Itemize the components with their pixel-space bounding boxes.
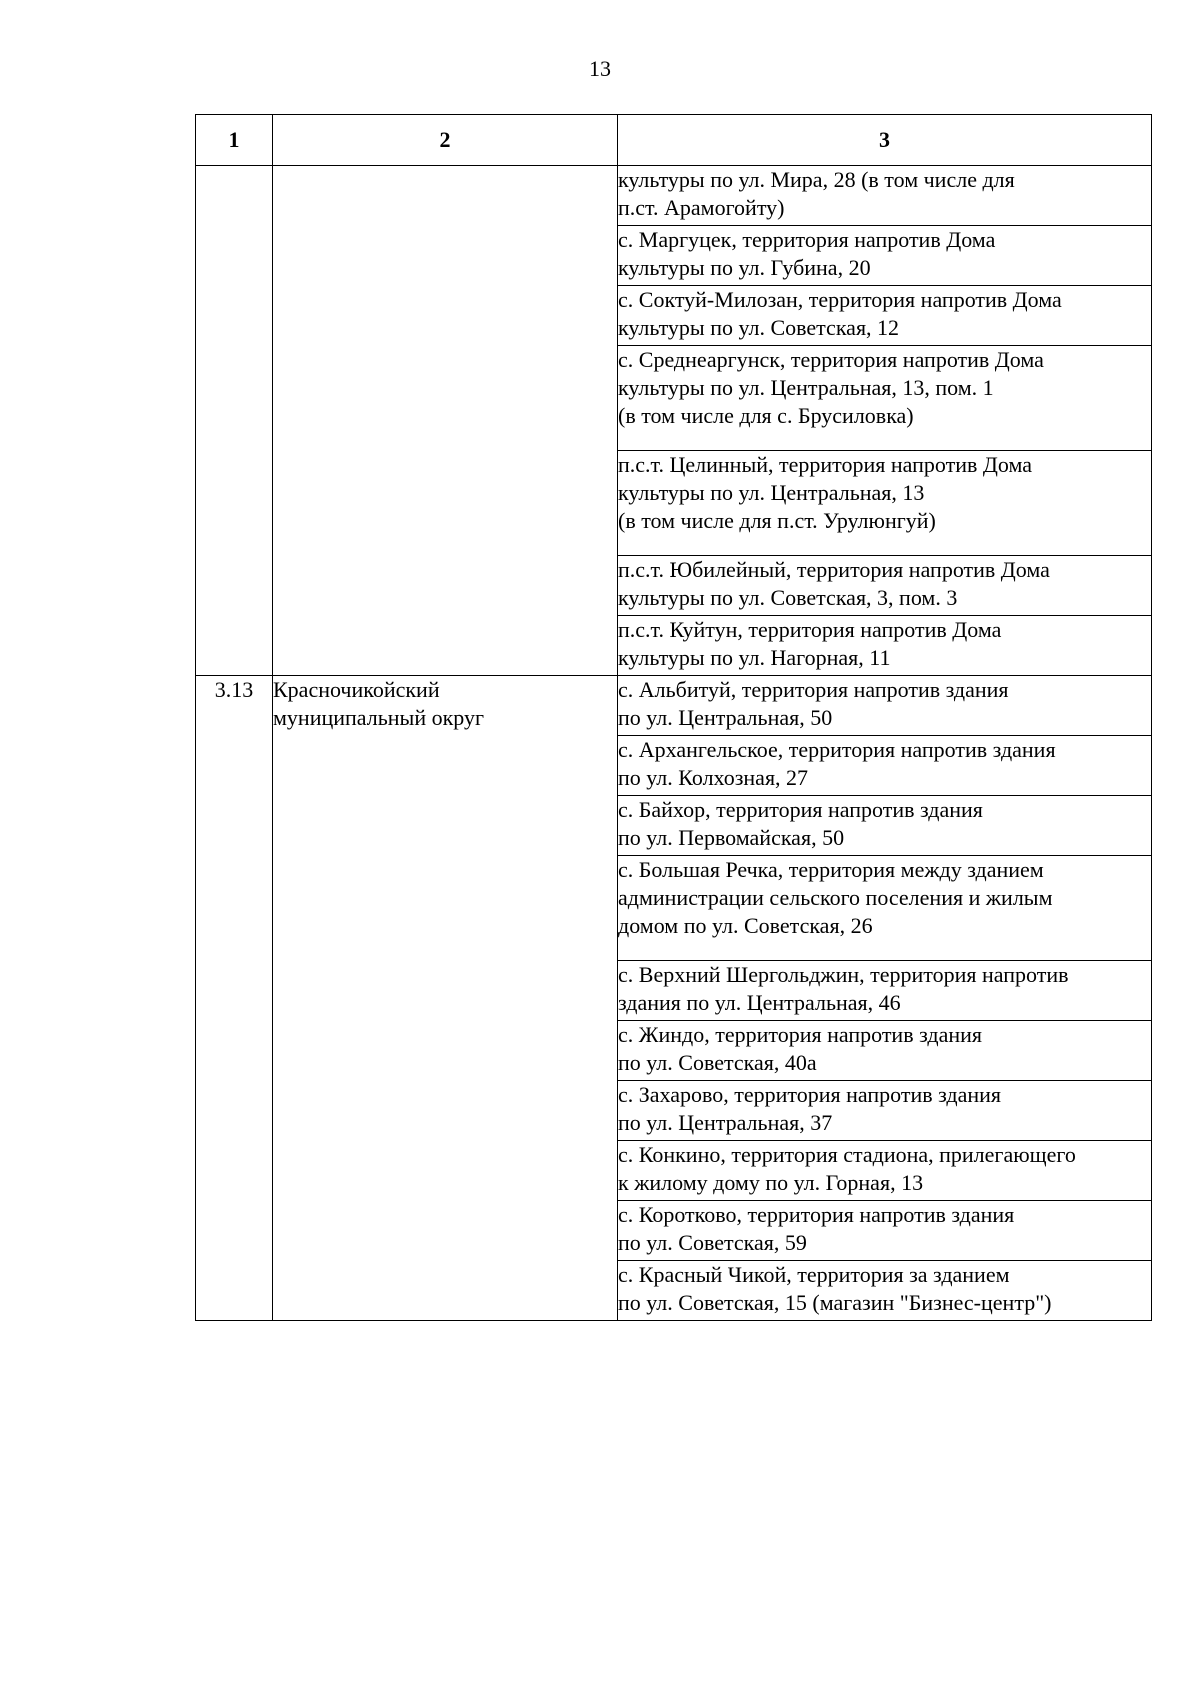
table-row: [196, 166, 1152, 226]
address-text: с. Среднеаргунск, территория напротив Дома культуры по ул. Центральная, 13, пом. 1 (в том числе для с. Брусиловка): [618, 347, 1044, 428]
address-text: п.с.т. Юбилейный, территория напротив Дома культуры по ул. Советская, 3, пом. 3: [618, 557, 1050, 610]
address-text: с. Верхний Шергольджин, территория напротив здания по ул. Центральная, 46: [618, 962, 1069, 1015]
address-cell: [618, 451, 1152, 556]
address-text: п.с.т. Целинный, территория напротив Дома культуры по ул. Центральная, 13 (в том числе для п.ст. Урулюнгуй): [618, 452, 1033, 533]
continuation-name-cell: [273, 166, 618, 676]
address-text: с. Красный Чикой, территория за зданием по ул. Советская, 15 (магазин "Бизнес-центр"): [618, 1262, 1052, 1315]
header-col-3: 3: [618, 115, 1152, 166]
table-header: [196, 115, 1152, 166]
page-number: 13: [589, 56, 611, 81]
address-cell: [618, 676, 1152, 736]
address-cell: [618, 166, 1152, 226]
address-text: с. Коротково, территория напротив здания по ул. Советская, 59: [618, 1202, 1015, 1255]
locations-table: [195, 114, 1152, 1321]
continuation-number-cell: [196, 166, 273, 676]
address-cell: [618, 226, 1152, 286]
address-cell: [618, 1201, 1152, 1261]
address-cell: [618, 286, 1152, 346]
address-text: с. Байхор, территория напротив здания по ул. Первомайская, 50: [618, 797, 983, 850]
address-cell: [618, 1021, 1152, 1081]
address-text: культуры по ул. Мира, 28 (в том числе для п.ст. Арамогойту): [618, 167, 1015, 220]
section-name-cell: [273, 676, 618, 1321]
header-col-2: 2: [273, 115, 618, 166]
address-text: с. Архангельское, территория напротив здания по ул. Колхозная, 27: [618, 737, 1056, 790]
address-text: с. Захарово, территория напротив здания по ул. Центральная, 37: [618, 1082, 1002, 1135]
address-cell: [618, 1081, 1152, 1141]
address-cell: [618, 736, 1152, 796]
address-text: с. Маргуцек, территория напротив Дома культуры по ул. Губина, 20: [618, 227, 996, 280]
address-text: с. Большая Речка, территория между зданием администрации сельского поселения и жилым домом по ул. Советская, 26: [618, 857, 1053, 938]
address-cell: [618, 346, 1152, 451]
address-cell: [618, 556, 1152, 616]
table-row: [196, 676, 1152, 736]
address-text: с. Жиндо, территория напротив здания по ул. Советская, 40а: [618, 1022, 983, 1075]
header-col-1: 1: [196, 115, 273, 166]
address-text: с. Конкино, территория стадиона, прилегающего к жилому дому по ул. Горная, 13: [618, 1142, 1076, 1195]
address-cell: [618, 856, 1152, 961]
section-number-cell: [196, 676, 273, 1321]
header-row: [196, 115, 1152, 166]
address-cell: [618, 796, 1152, 856]
address-text: п.с.т. Куйтун, территория напротив Дома культуры по ул. Нагорная, 11: [618, 617, 1002, 670]
address-cell: [618, 1141, 1152, 1201]
address-text: с. Альбитуй, территория напротив здания по ул. Центральная, 50: [618, 677, 1009, 730]
section-name: Красночикойский муниципальный округ: [273, 677, 485, 730]
address-cell: [618, 1261, 1152, 1321]
address-cell: [618, 961, 1152, 1021]
address-cell: [618, 616, 1152, 676]
table-body: [196, 166, 1152, 1321]
address-text: с. Соктуй-Милозан, территория напротив Дома культуры по ул. Советская, 12: [618, 287, 1062, 340]
section-number: 3.13: [214, 677, 254, 702]
